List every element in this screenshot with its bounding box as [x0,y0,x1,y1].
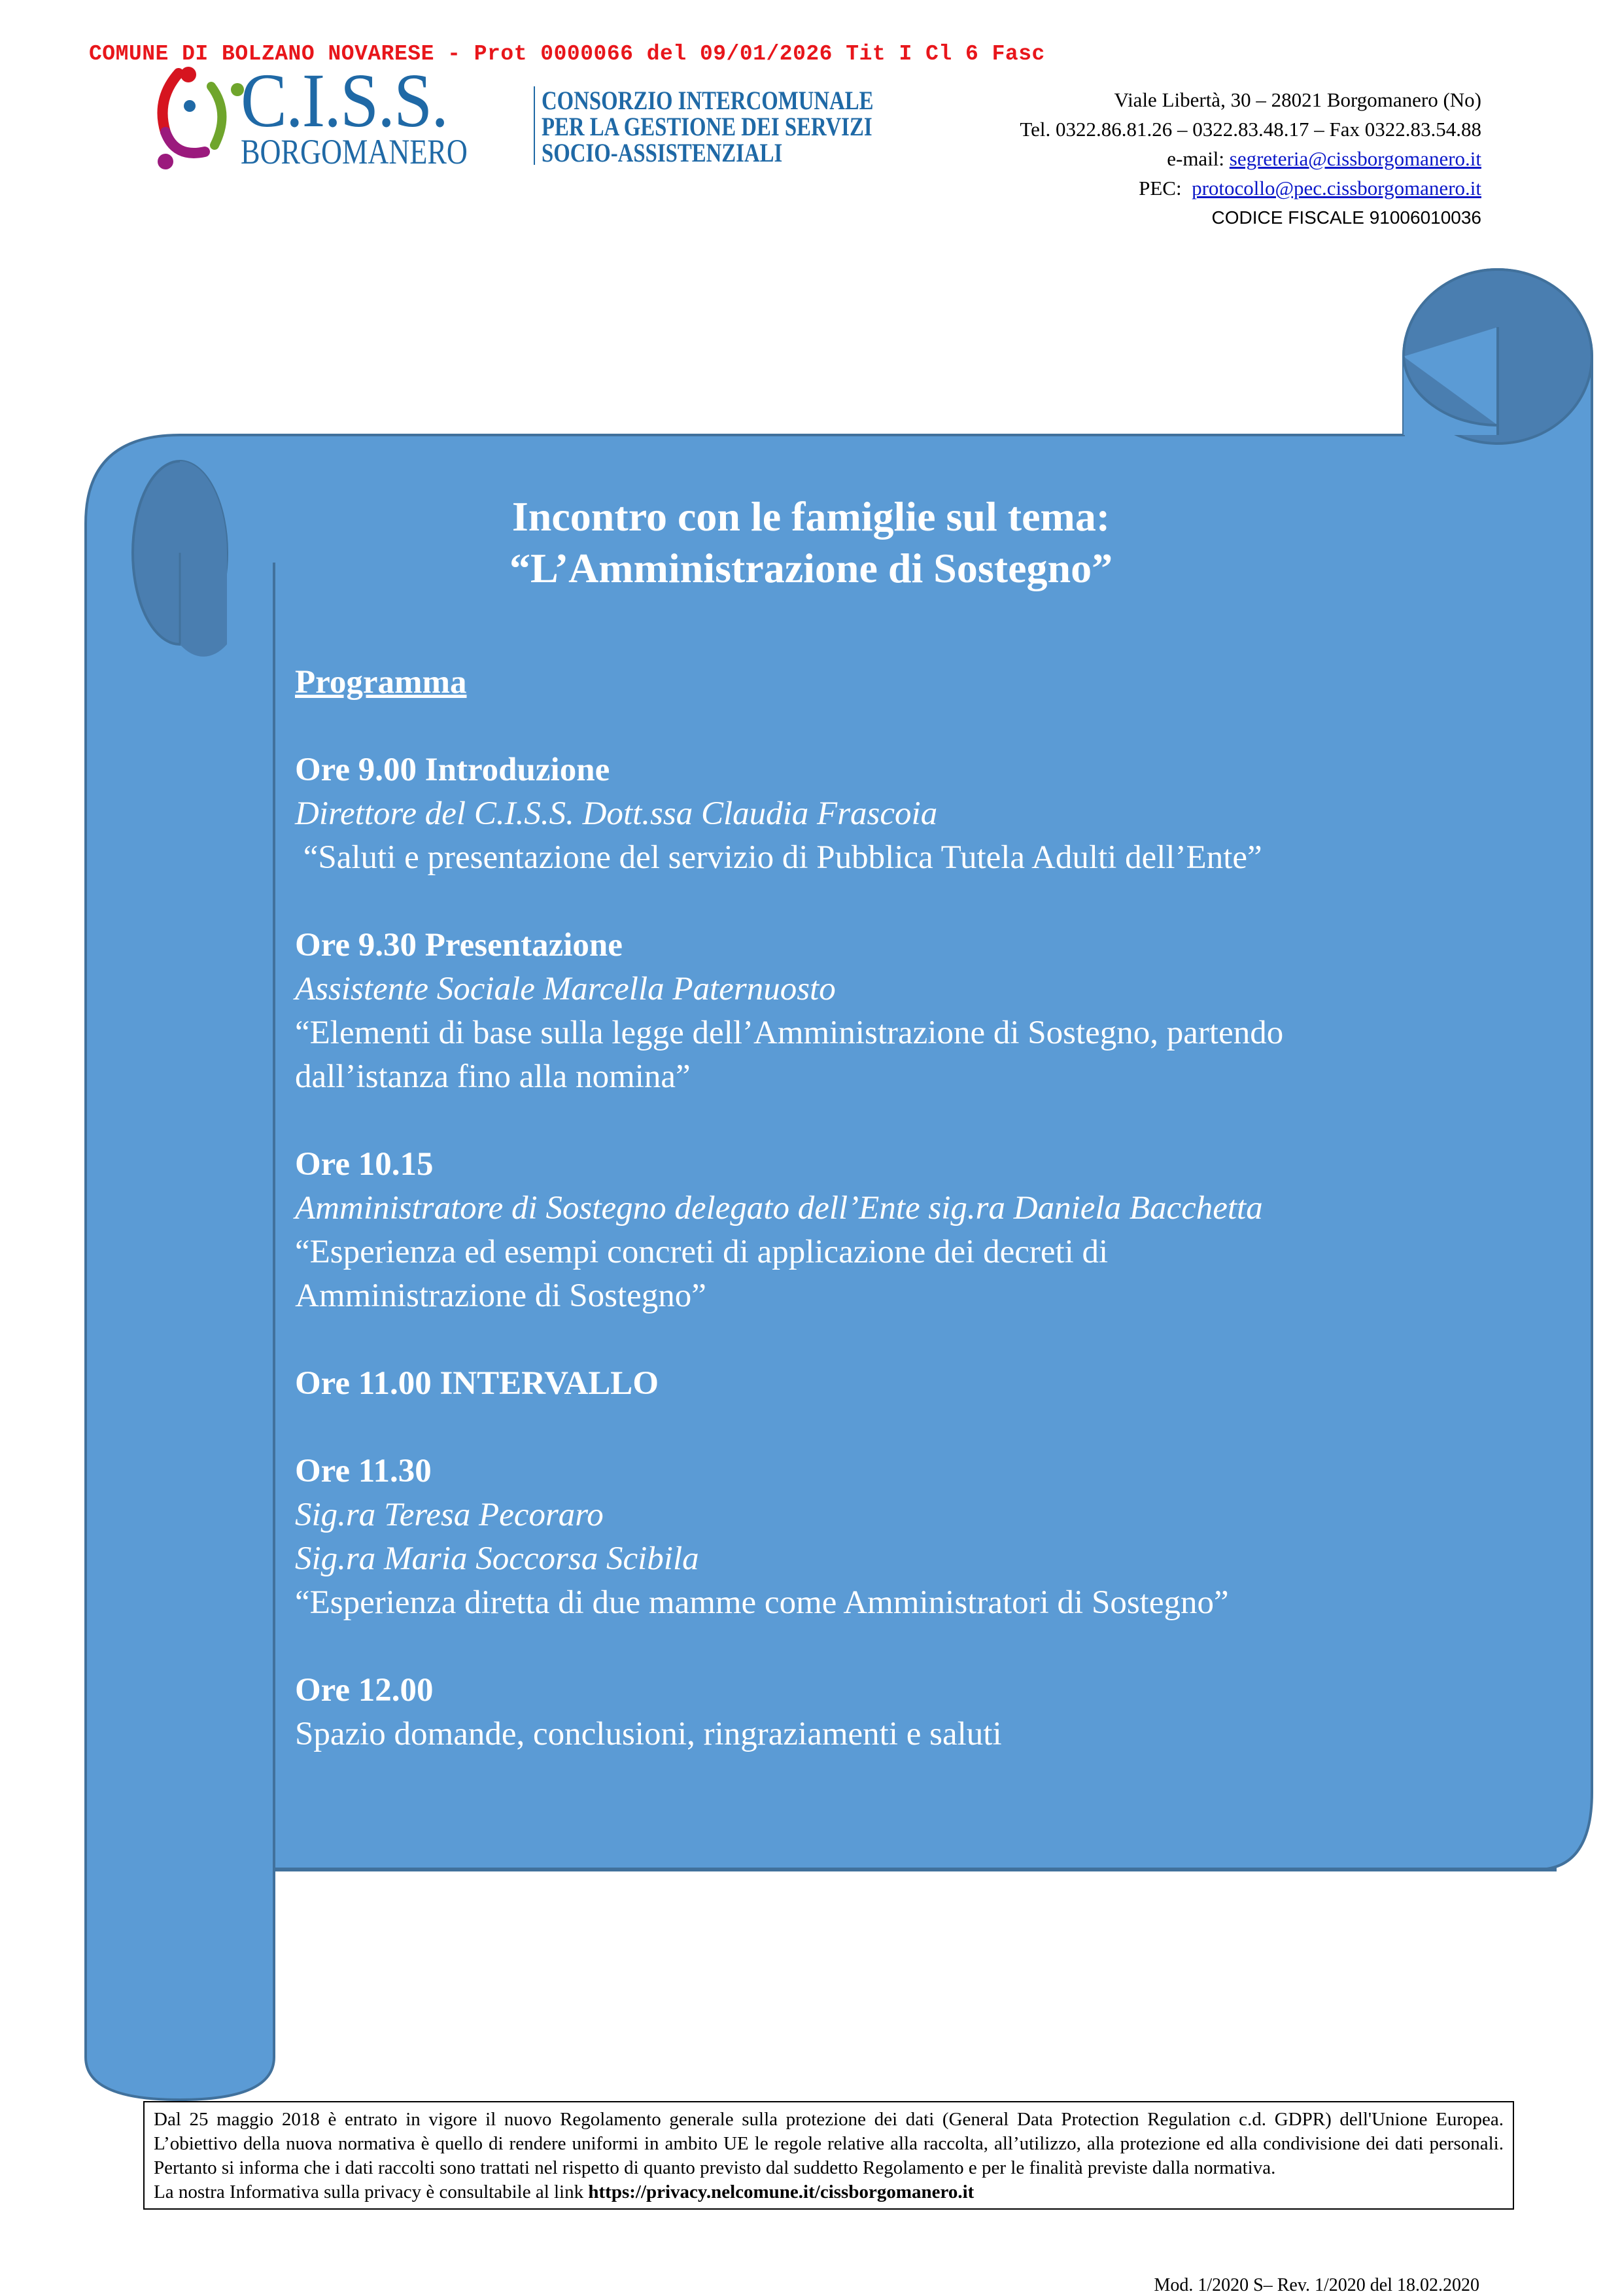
programme [295,661,1485,1756]
item-speaker: Direttore del C.I.S.S. Dott.ssa Claudia Frascoia [295,795,938,832]
logo-tagline [542,88,874,166]
privacy-notice-box [143,2101,1514,2210]
phone-fax: Tel. 0322.86.81.26 – 0322.83.48.17 – Fax 0322.83.54.88 [1020,118,1481,141]
programme-item [295,748,1485,880]
privacy-link-label: La nostra Informativa sulla privacy è consultabile al link [154,2182,589,2202]
item-speaker: Amministratore di Sostegno delegato dell’Ente sig.ra Daniela Bacchetta [295,1190,1263,1226]
email-line [1020,144,1481,173]
logo-divider [534,86,535,165]
logo-city: BORGOMANERO [241,132,468,171]
item-speaker: Sig.ra Teresa Pecoraro [295,1497,604,1533]
item-description: Spazio domande, conclusioni, ringraziamenti e saluti [295,1716,1002,1752]
logo-tagline-line2: PER LA GESTIONE DEI SERVIZI [542,112,872,141]
programme-item [295,924,1485,1099]
programme-item [295,1362,1485,1406]
pec-link[interactable]: protocollo@pec.cissborgomanero.it [1192,177,1481,200]
pec-label: PEC: [1139,177,1192,200]
item-time: Ore 12.00 [295,1672,434,1709]
logo-acronym: C.I.S.S. [241,58,448,143]
logo-tagline-line1: CONSORZIO INTERCOMUNALE [542,86,874,115]
email-link[interactable]: segreteria@cissborgomanero.it [1229,147,1481,170]
item-speaker: Sig.ra Maria Soccorsa Scibila [295,1540,699,1577]
item-description: dall’istanza fino alla nomina” [295,1058,691,1095]
item-speaker: Assistente Sociale Marcella Paternuosto [295,971,836,1007]
item-description: “Elementi di base sulla legge dell’Amministrazione di Sostegno, partendo [295,1015,1284,1051]
item-time: Ore 9.30 Presentazione [295,927,623,964]
codice-fiscale: CODICE FISCALE 91006010036 [1211,207,1481,228]
item-description: “Esperienza ed esempi concreti di applicazione dei decreti di [295,1234,1109,1270]
event-title [0,491,1622,594]
people-circle-icon [149,60,254,171]
email-label: e-mail: [1167,147,1230,170]
item-time: Ore 10.15 [295,1146,434,1183]
item-description: “Esperienza diretta di due mamme come Amministratori di Sostegno” [295,1584,1229,1621]
programme-item [295,1450,1485,1625]
logo-tagline-line3: SOCIO-ASSISTENZIALI [542,138,783,167]
title-line2: “L’Amministrazione di Sostegno” [509,545,1113,591]
item-description: “Saluti e presentazione del servizio di Pubblica Tutela Adulti dell’Ente” [295,839,1262,876]
programme-item [295,1669,1485,1756]
item-time: Ore 11.30 [295,1453,432,1489]
item-time: Ore 9.00 Introduzione [295,752,610,788]
programme-heading: Programma [295,664,467,701]
privacy-text: Dal 25 maggio 2018 è entrato in vigore il nuovo Regolamento generale sulla protezione dei dati (General Data Protection Regulation c.d. GDPR) dell'Unione Europea. L’obiettivo della nuova normativa è quello di rendere uniformi in ambito UE le regole relative alla raccolta, all’utilizzo, alla protezione ed alla condivisione dei dati personali. Pertanto si informa che i dati raccolti sono trattati nel rispetto di quanto previsto dal suddetto Regolamento e per le finalità previste dalla normativa. [154,2109,1504,2178]
address: Viale Libertà, 30 – 28021 Borgomanero (No) [1114,88,1481,111]
revision-note: Mod. 1/2020 S– Rev. 1/2020 del 18.02.2020 [1154,2275,1479,2295]
contact-block [1020,85,1481,232]
protocol-stamp: COMUNE DI BOLZANO NOVARESE - Prot 0000066 del 09/01/2026 Tit I Cl 6 Fasc [89,42,1045,66]
programme-item [295,1143,1485,1318]
title-line1: Incontro con le famiglie sul tema: [511,493,1111,540]
item-time: Ore 11.00 INTERVALLO [295,1365,659,1402]
pec-line [1020,173,1481,203]
item-description: Amministrazione di Sostegno” [295,1278,706,1314]
privacy-link[interactable]: https://privacy.nelcomune.it/cissborgomanero.it [588,2182,975,2202]
ciss-logo [149,60,934,171]
